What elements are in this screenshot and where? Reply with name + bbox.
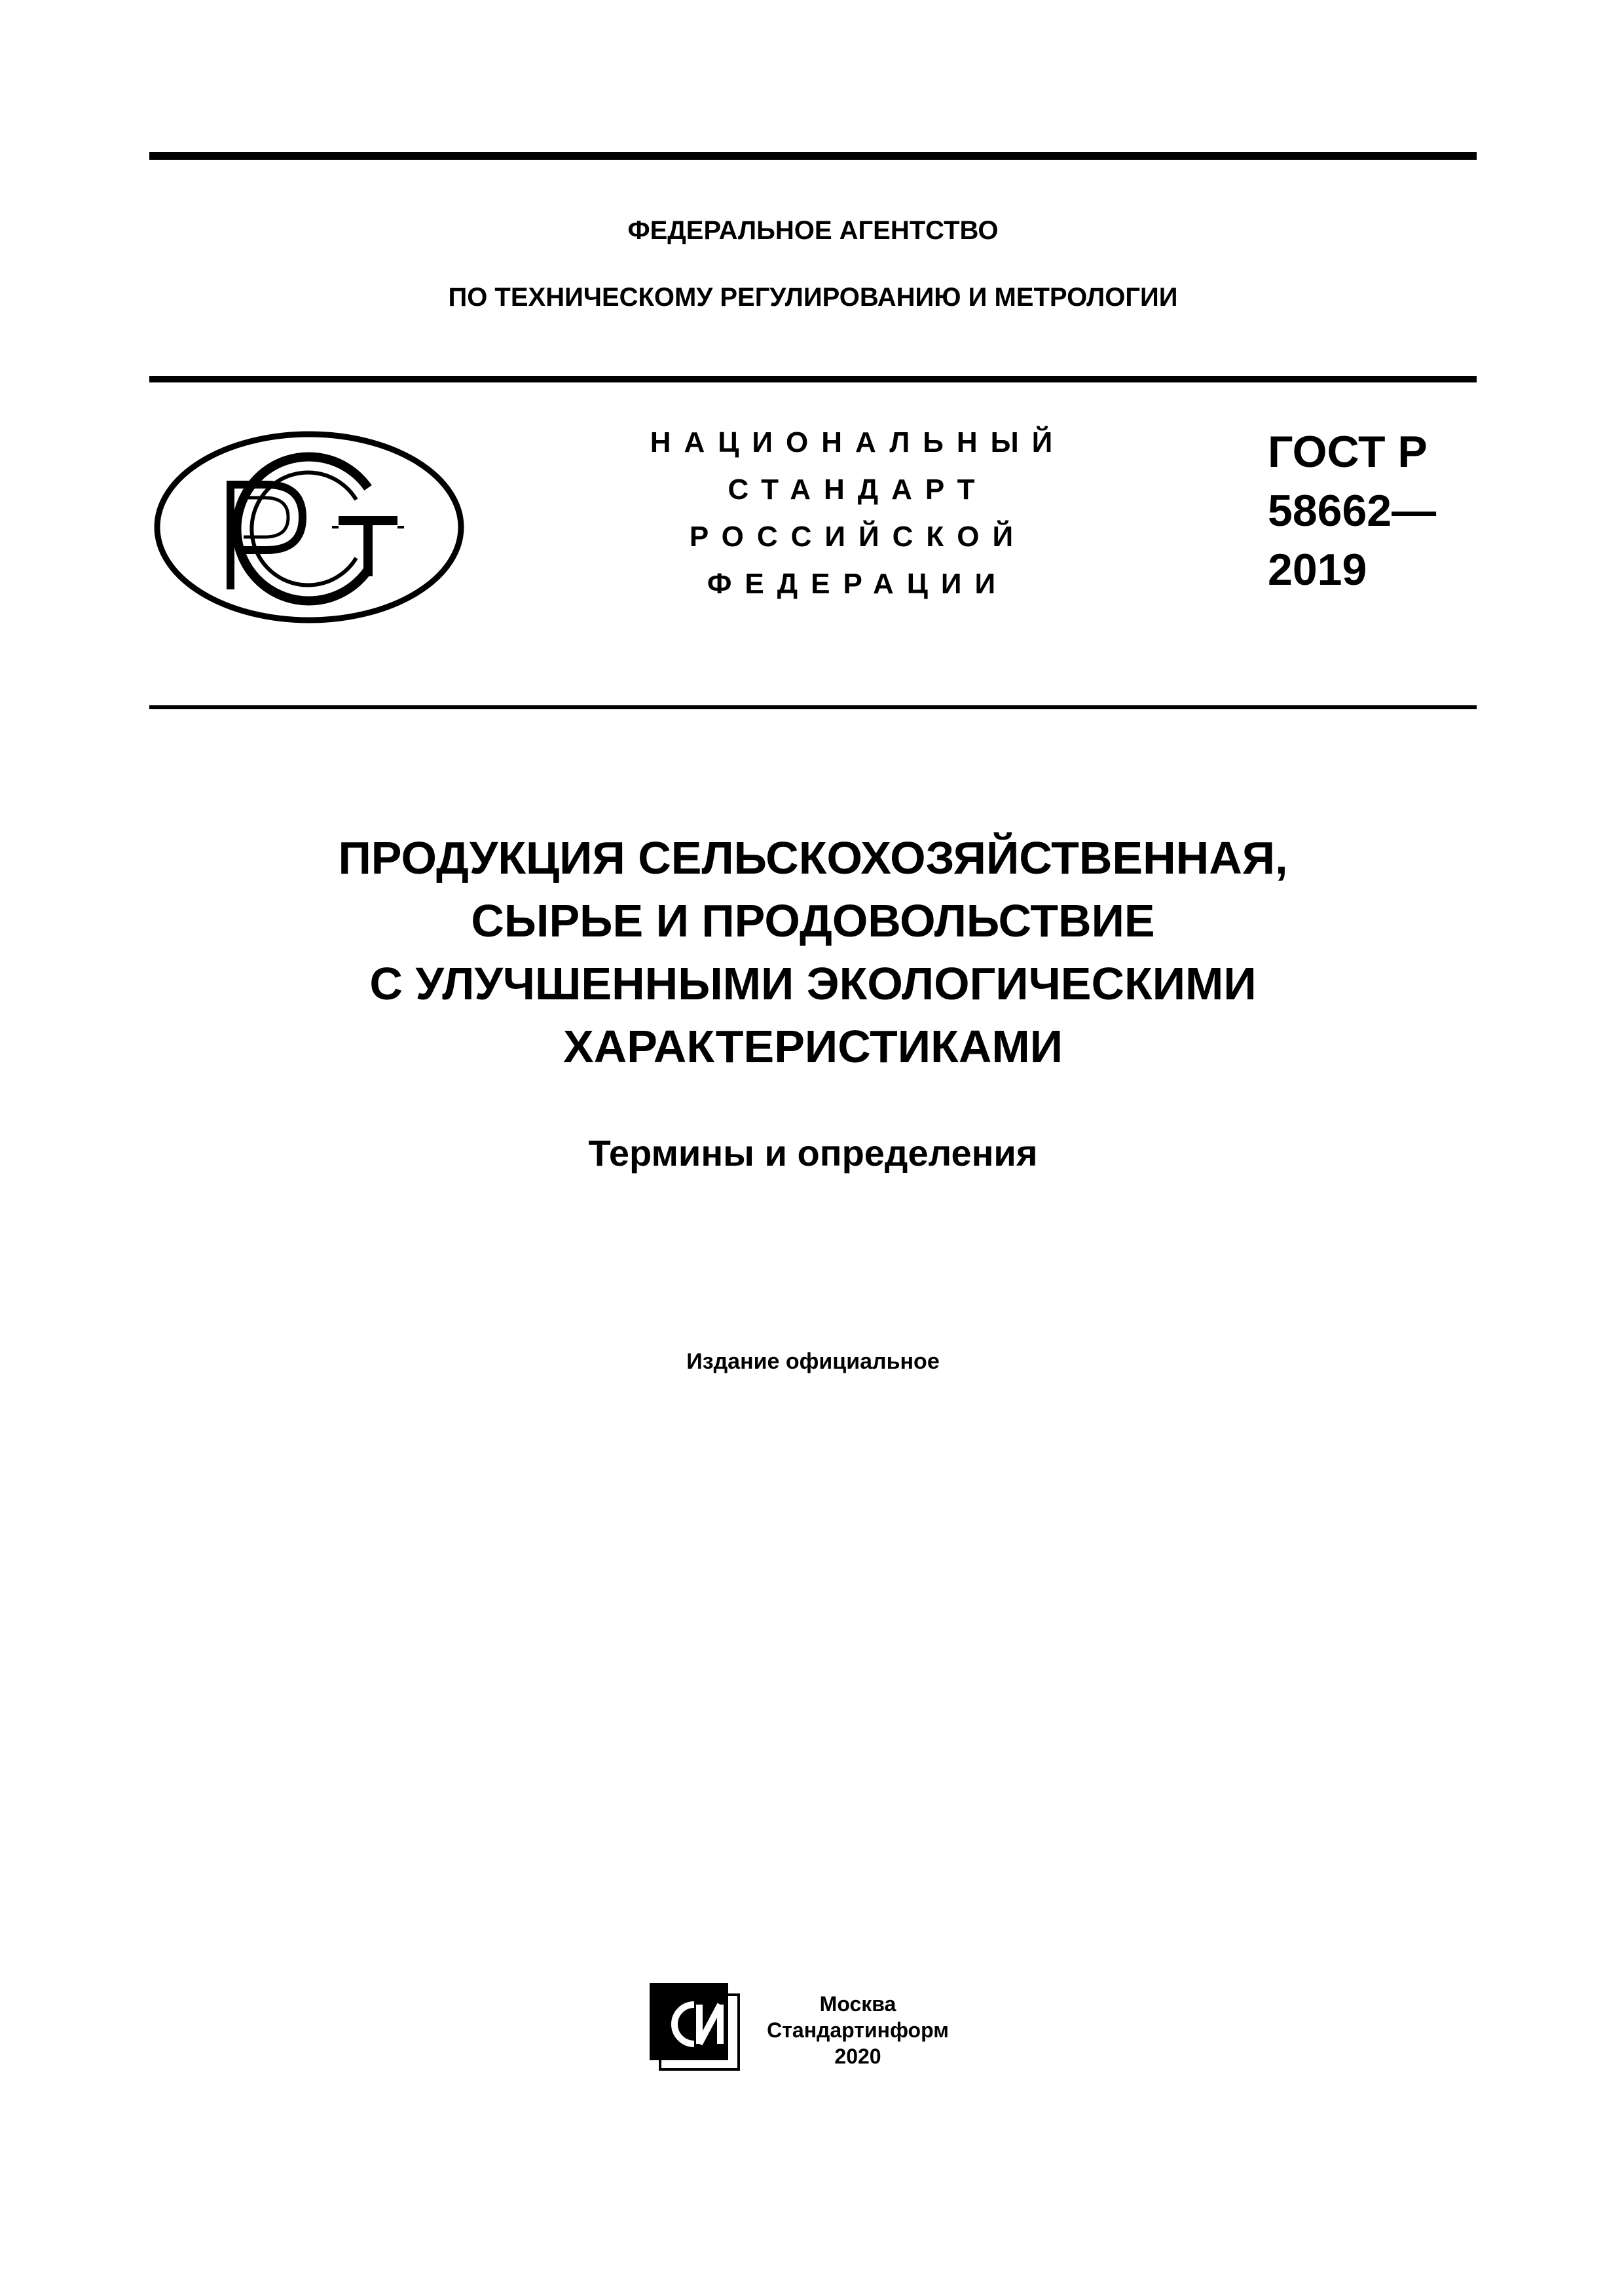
gost-line-1: ГОСТ Р [1268,427,1428,477]
standartinform-logo-icon [648,1982,740,2072]
agency-line-2: ПО ТЕХНИЧЕСКОМУ РЕГУЛИРОВАНИЮ И МЕТРОЛОГИИ [448,283,1178,312]
title-line-3: С УЛУЧШЕННЫМИ ЭКОЛОГИЧЕСКИМИ [369,958,1257,1009]
gost-line-3: 2019 [1268,545,1367,595]
rst-logo-icon [152,429,466,625]
designation-rule [149,705,1477,709]
document-title [149,826,1477,1078]
gost-designation [1268,422,1477,599]
top-rule [149,152,1477,160]
gost-line-2: 58662— [1268,486,1437,536]
publisher-info [753,1991,963,2069]
edition-note: Издание официальное [686,1349,940,1374]
document-subtitle: Термины и определения [588,1132,1038,1174]
natstd-line-2: СТАНДАРТ [728,473,988,506]
publisher-name: Стандартинформ [767,2018,949,2042]
agency-line-1: ФЕДЕРАЛЬНОЕ АГЕНТСТВО [627,216,999,245]
natstd-line-4: ФЕДЕРАЦИИ [707,568,1009,600]
natstd-line-1: НАЦИОНАЛЬНЫЙ [650,426,1066,458]
title-line-4: ХАРАКТЕРИСТИКАМИ [563,1021,1063,1072]
rst-emblem [152,429,466,625]
title-line-1: ПРОДУКЦИЯ СЕЛЬСКОХОЗЯЙСТВЕННАЯ, [338,832,1288,883]
publisher-year: 2020 [834,2045,881,2068]
natstd-line-3: РОССИЙСКОЙ [689,521,1027,553]
header-rule [149,376,1477,382]
title-line-2: СЫРЬЕ И ПРОДОВОЛЬСТВИЕ [471,895,1155,946]
national-standard-label [609,419,1107,608]
publisher-logo [648,1982,740,2072]
publisher-city: Москва [819,1992,896,2016]
